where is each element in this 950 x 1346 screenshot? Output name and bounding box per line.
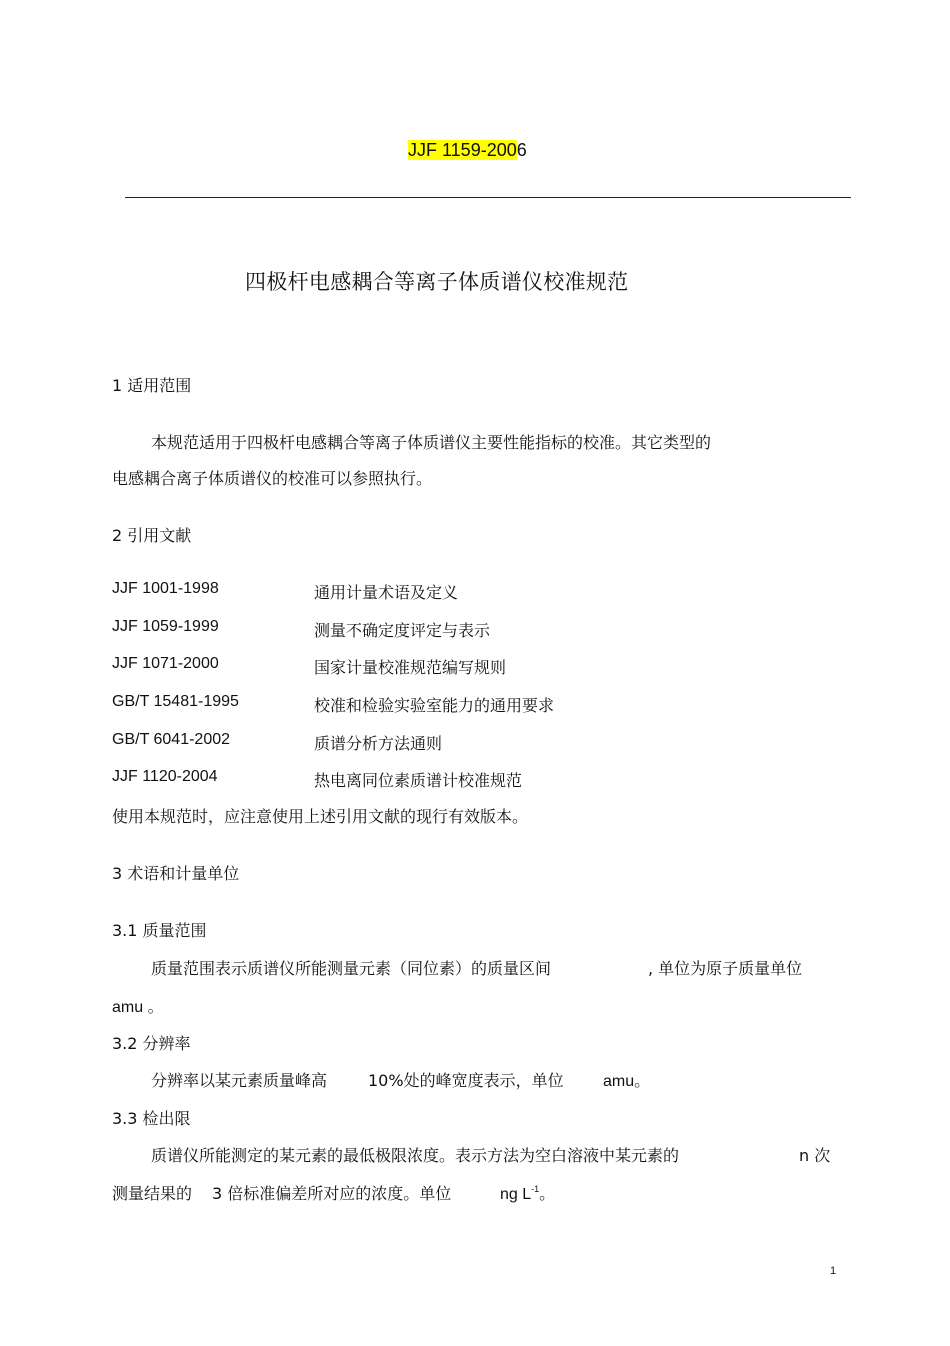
- section-3-1-heading: 3.1 质量范围: [112, 921, 207, 940]
- section-3-3-line-1b: n 次: [799, 1146, 831, 1165]
- unit-text: ng L: [500, 1186, 532, 1203]
- reference-code: GB/T 15481-1995: [112, 693, 239, 710]
- section-1-paragraph-line-2: 电感耦合离子体质谱仪的校准可以参照执行。: [112, 469, 433, 488]
- section-3-2-heading: 3.2 分辨率: [112, 1034, 191, 1053]
- section-1-paragraph-line-1: 本规范适用于四极杆电感耦合等离子体质谱仪主要性能指标的校准。其它类型的: [151, 433, 712, 452]
- section-1-heading: 1 适用范围: [112, 376, 192, 395]
- reference-code: JJF 1120-2004: [112, 768, 218, 785]
- section-2-heading: 2 引用文献: [112, 526, 192, 545]
- references-note: 使用本规范时，应注意使用上述引用文献的现行有效版本。: [112, 807, 529, 826]
- standard-code: [408, 140, 527, 161]
- standard-code-highlighted: JJF 1159-200: [408, 140, 517, 160]
- standard-code-rest: 6: [516, 140, 527, 160]
- header-rule: [125, 197, 851, 198]
- reference-code: JJF 1001-1998: [112, 580, 219, 597]
- section-3-3-heading: 3.3 检出限: [112, 1109, 191, 1128]
- section-3-1-line-1a: 质量范围表示质谱仪所能测量元素（同位素）的质量区间: [151, 959, 552, 978]
- document-title: 四极杆电感耦合等离子体质谱仪校准规范: [245, 270, 629, 294]
- section-3-heading: 3 术语和计量单位: [112, 864, 240, 883]
- section-3-3-line-1a: 质谱仪所能测定的某元素的最低极限浓度。表示方法为空白溶液中某元素的: [151, 1146, 680, 1165]
- reference-name: 通用计量术语及定义: [314, 583, 459, 602]
- section-3-1-line-1b: , 单位为原子质量单位: [648, 959, 803, 978]
- section-3-2-line-c: amu。: [603, 1073, 651, 1090]
- reference-code: JJF 1059-1999: [112, 618, 219, 635]
- page-number: 1: [830, 1265, 837, 1277]
- reference-code: JJF 1071-2000: [112, 655, 219, 672]
- unit-period: 。: [539, 1186, 556, 1203]
- section-3-1-line-2: amu 。: [112, 999, 164, 1016]
- section-3-2-line-b: 10%处的峰宽度表示，单位: [368, 1071, 564, 1090]
- section-3-3-unit: [500, 1181, 555, 1204]
- reference-code: GB/T 6041-2002: [112, 731, 231, 748]
- reference-name: 校准和检验实验室能力的通用要求: [314, 696, 555, 715]
- section-3-3-line-2a: 测量结果的: [112, 1184, 193, 1203]
- reference-name: 测量不确定度评定与表示: [314, 621, 491, 640]
- reference-name: 热电离同位素质谱计校准规范: [314, 771, 523, 790]
- section-3-2-line-a: 分辨率以某元素质量峰高: [151, 1071, 328, 1090]
- section-3-3-line-2b: 3 倍标准偏差所对应的浓度。单位: [212, 1184, 452, 1203]
- unit-superscript: -1: [531, 1184, 540, 1194]
- reference-name: 质谱分析方法通则: [314, 734, 443, 753]
- reference-name: 国家计量校准规范编写规则: [314, 658, 507, 677]
